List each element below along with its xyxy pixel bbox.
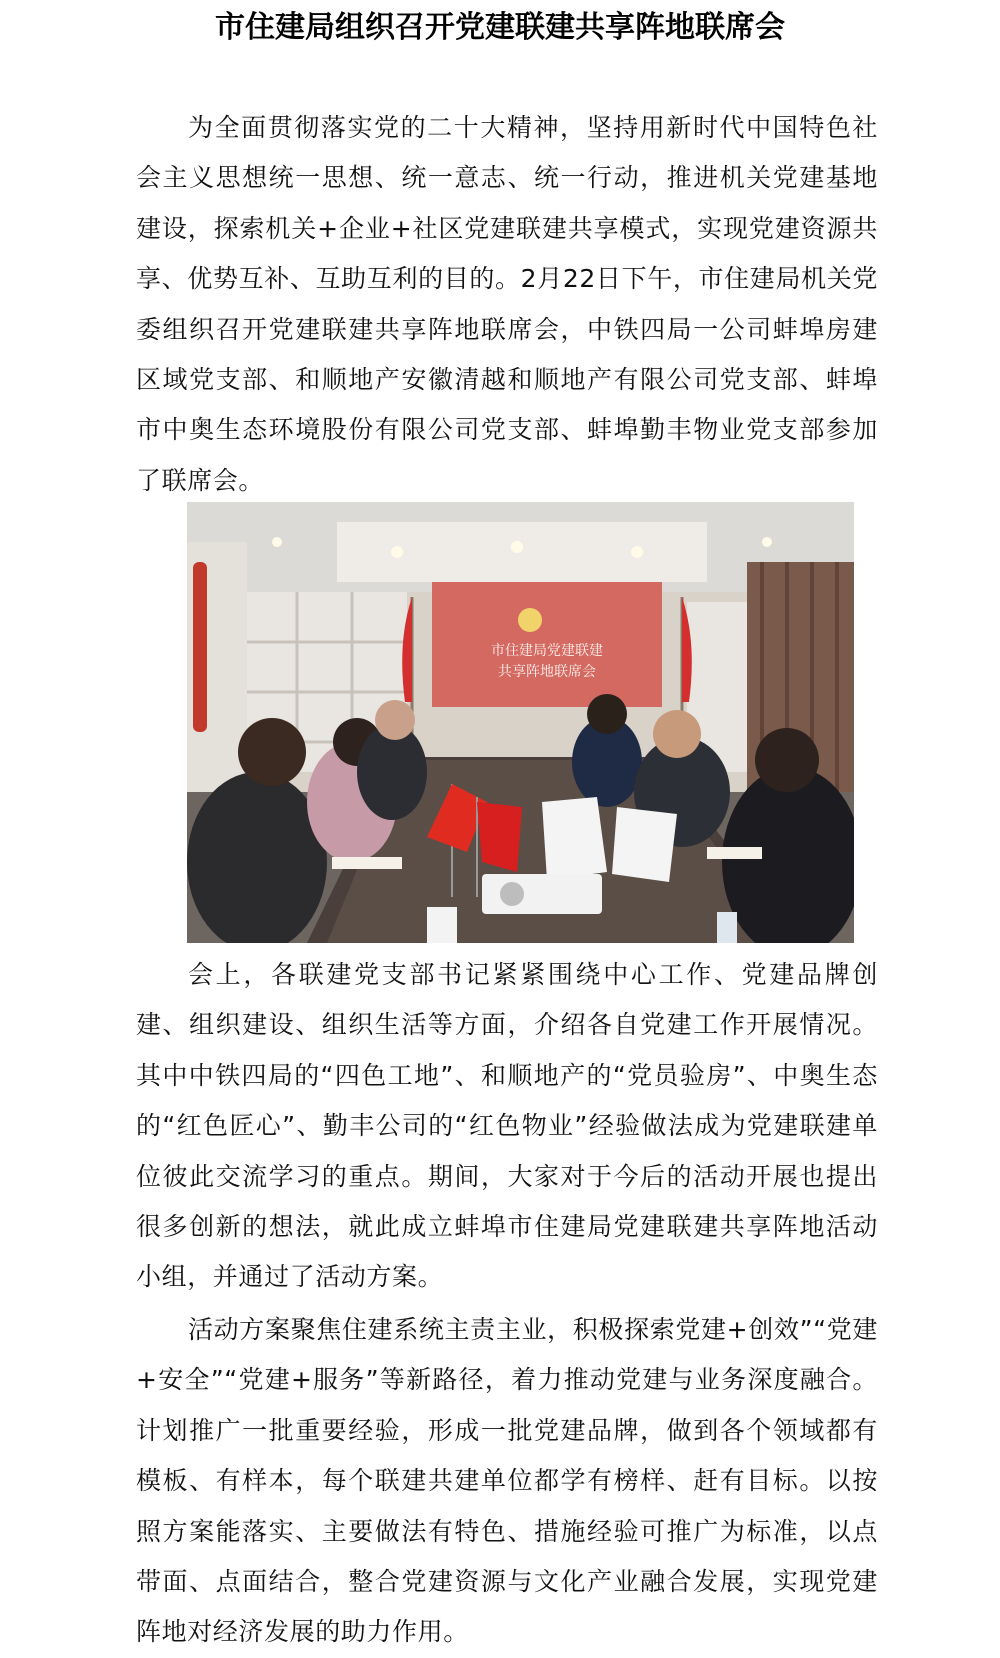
paragraph-meeting: 会上，各联建党支部书记紧紧围绕中心工作、党建品牌创建、组织建设、组织生活等方面，介绍各自党建工作开展情况。其中中铁四局的“四色工地”、和顺地产的“党员验房”、中奥生态的“红色匠心”、勤丰公司的“红色物业”经验做法成为党建联建单位彼此交流学习的重点。期间，大家对于今后的活动开展也提出很多创新的想法，就此成立蚌埠市住建局党建联建共享阵地活动小组，并通过了活动方案。 — [136, 960, 878, 1292]
meeting-photo — [187, 502, 854, 943]
paragraph-plan: 活动方案聚焦住建系统主责主业，积极探索党建+创效”“党建+安全”“党建+服务”等新路径，着力推动党建与业务深度融合。计划推广一批重要经验，形成一批党建品牌，做到各个领域都有模板、有样本，每个联建共建单位都学有榜样、赶有目标。以按照方案能落实、主要做法有特色、措施经验可推广为标准，以点带面、点面结合，整合党建资源与文化产业融合发展，实现党建阵地对经济发展的助力作用。 — [136, 1315, 878, 1647]
screen-text-line1: 市住建局党建联建 — [491, 643, 603, 659]
screen-text-line2: 共享阵地联席会 — [498, 664, 596, 680]
article-title: 市住建局组织召开党建联建共享阵地联席会 — [215, 10, 785, 45]
paragraph-intro: 为全面贯彻落实党的二十大精神，坚持用新时代中国特色社会主义思想统一思想、统一意志、统一行动，推进机关党建基地建设，探索机关+企业+社区党建联建共享模式，实现党建资源共享、优势互补、互助互利的目的。2月22日下午，市住建局机关党委组织召开党建联建共享阵地联席会，中铁四局一公司蚌埠房建区域党支部、和顺地产安徽清越和顺地产有限公司党支部、蚌埠市中奥生态环境股份有限公司党支部、蚌埠勤丰物业党支部参加了联席会。 — [136, 113, 878, 495]
